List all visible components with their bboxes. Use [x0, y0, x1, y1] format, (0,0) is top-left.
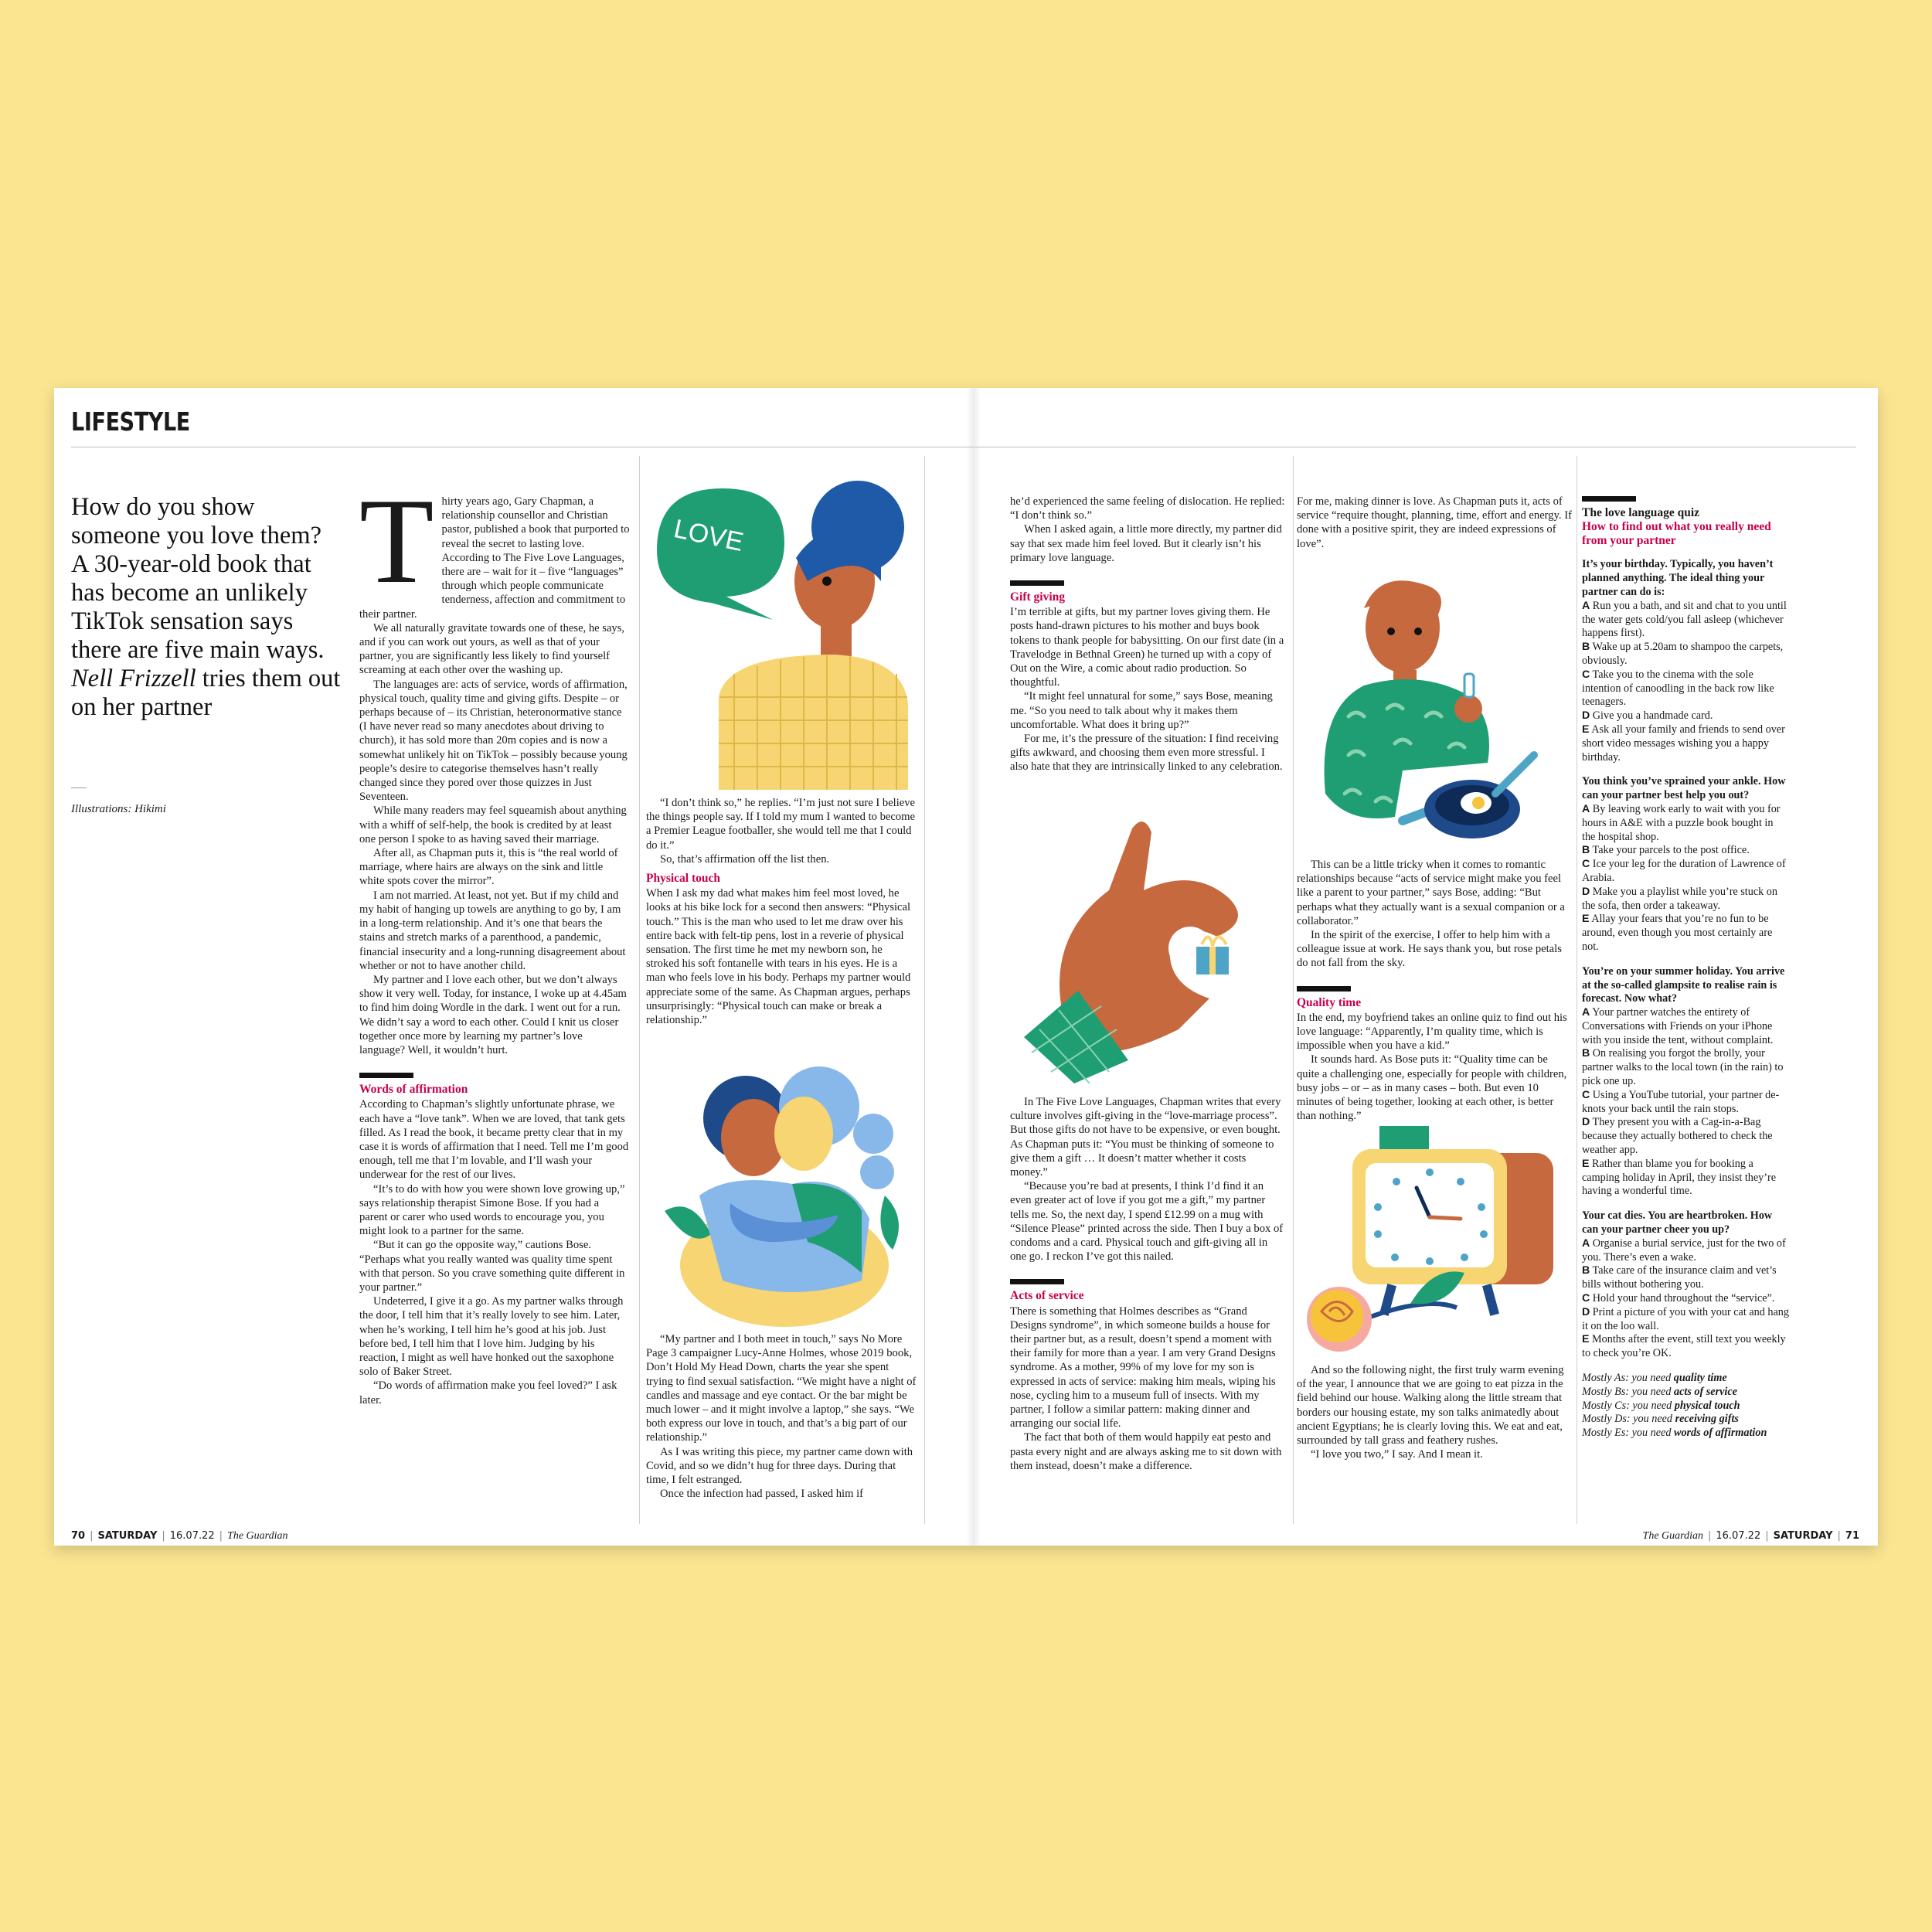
- folio-section: SATURDAY: [97, 1530, 158, 1542]
- subhead-words-of-affirmation: Words of affirmation: [359, 1083, 468, 1097]
- article-column-2b: [646, 864, 917, 1057]
- answer-letter: A: [1582, 599, 1590, 612]
- answer-text: Hold your hand throughout the “service”.: [1592, 1292, 1775, 1305]
- quiz-answer: [1582, 1089, 1789, 1117]
- paragraph: “Do words of affirmation make you feel loved?” I ask later.: [359, 1379, 617, 1406]
- subhead-bar: [1297, 986, 1351, 992]
- paragraph: The fact that both of them would happily eat pesto and pasta every night and are always asking me to sit down with them instead, doesn’t make a difference.: [1010, 1431, 1282, 1472]
- answer-text: They present you with a Cag-in-a-Bag because they actually bothered to check the weather app.: [1582, 1116, 1773, 1157]
- answer-text: Ask all your family and friends to send over short video messages wishing you a happy birthday.: [1582, 723, 1785, 764]
- paragraph: In the end, my boyfriend takes an online quiz to find out his love language: “Apparently, I’m quality time, which is impossible when you have a kid.”: [1297, 1011, 1567, 1053]
- result-prefix: Mostly Bs: you need: [1582, 1385, 1672, 1398]
- paragraph: We all naturally gravitate towards one of these, he says, and if you can work out yours, as well as that of your partner, you are significantly less likely to find yourself screaming at each other over the washing up.: [359, 621, 625, 677]
- quiz-answer: [1582, 803, 1789, 844]
- paragraph: And so the following night, the first truly warm evening of the year, I announce that we are going to eat pizza in the field behind our house. Walking along the little stream that borders our housing estate, my son talks animatedly about ancient Egyptians; he is clearly loving this. We eat and eat, surrounded by tall grass and feathery rushes.: [1297, 1364, 1564, 1447]
- answer-letter: C: [1582, 858, 1590, 871]
- answer-text: Run you a bath, and sit and chat to you until the water gets cold/you fall asleep (whichever happens first).: [1582, 599, 1787, 640]
- answer-text: Give you a handmade card.: [1592, 709, 1713, 723]
- answer-text: On realising you forgot the brolly, your partner walks to the local town (in the rain) to pick one up.: [1582, 1047, 1784, 1088]
- quiz-result: [1582, 1386, 1789, 1400]
- answer-letter: D: [1582, 1305, 1590, 1318]
- paragraph: It sounds hard. As Bose puts it: “Quality time can be quite a challenging one, especially for people with children, busy jobs – or – as in many cases – both. But even 10 minutes of being together, looking at each other, is better than nothing.”: [1297, 1053, 1567, 1123]
- paragraph: “It might feel unnatural for some,” says Bose, meaning me. “So you need to talk about why it makes them uncomfortable. What does it bring up?”: [1010, 690, 1273, 731]
- answer-letter: C: [1582, 668, 1590, 681]
- answer-text: Wake up at 5.20am to shampoo the carpets, obviously.: [1582, 641, 1784, 667]
- folio-right: The Guardian | 16.07.22 | SATURDAY | 71: [1642, 1530, 1859, 1542]
- answer-letter: B: [1582, 1264, 1590, 1277]
- paragraph: So, that’s affirmation off the list then.: [660, 852, 830, 866]
- paragraph: “It’s to do with how you were shown love growing up,” says relationship therapist Simone Bose. If you had a parent or carer who used words to encourage you, you might look to a partner for the same.: [359, 1182, 625, 1238]
- paragraph: There is something that Holmes describes as “Grand Designs syndrome”, in which someone builds a house for their partner but, as a result, doesn’t spend a moment with their family for more than a year. I am very Grand Designs syndrome. As a mother, 99% of my love for my son is expressed in acts of service: making him meals, wiping his nose, cycling him to a museum full of insects. With my partner, I follow a similar pattern: making dinner and arranging our social life.: [1010, 1304, 1276, 1430]
- love-text: LOVE: [671, 514, 747, 558]
- answer-letter: E: [1582, 1333, 1590, 1346]
- answer-letter: D: [1582, 885, 1590, 898]
- result-prefix: Mostly As: you need: [1582, 1372, 1672, 1385]
- subhead-bar: [359, 1073, 413, 1078]
- answer-text: Make you a playlist while you’re stuck on the sofa, then order a takeaway.: [1582, 885, 1777, 912]
- standfirst-lead: How do you show someone you love them? A 30-year-old book that has become an unlikely TikTok sensation says there are five main ways.: [71, 493, 325, 664]
- subhead-bar: [1010, 580, 1064, 586]
- result-language: words of affirmation: [1673, 1427, 1767, 1440]
- folio-left: 70 | SATURDAY | 16.07.22 | The Guardian: [71, 1530, 288, 1542]
- paragraph: In the spirit of the exercise, I offer to help him with a colleague issue at work. He says thank you, but rose petals do not fall from the sky.: [1297, 929, 1562, 970]
- answer-letter: B: [1582, 641, 1590, 654]
- quiz-question: You think you’ve sprained your ankle. How can your partner best help you out?: [1582, 775, 1786, 802]
- credit-rule: [71, 787, 87, 788]
- subhead-quality-time: Quality time: [1297, 995, 1362, 1009]
- quiz-question: Your cat dies. You are heartbroken. How can your partner cheer you up?: [1582, 1209, 1773, 1236]
- result-language: receiving gifts: [1675, 1413, 1739, 1426]
- column-rule: [639, 456, 640, 1524]
- quiz-answer: [1582, 1237, 1789, 1265]
- paragraph: “My partner and I both meet in touch,” says No More Page 3 campaigner Lucy-Anne Holmes, whose 2019 book, Don’t Hold My Head Down, charts the year she spent trying to find sexual satisfaction. “We might have a night of candles and massage and eye contact. Or the bar might be much lower – and it might involve a laptop,” she says. “We both express our love in touch, and that’s a big part of our relationship.”: [646, 1333, 917, 1444]
- quiz-answer: [1582, 1333, 1789, 1361]
- answer-letter: C: [1582, 1088, 1590, 1101]
- answer-letter: B: [1582, 1047, 1590, 1060]
- paragraph: hirty years ago, Gary Chapman, a relationship counsellor and Christian pastor, published a book that purported to reveal the secret to lasting love. According to The Five Love Languages, there are – wait for it – five “languages” through which people communicate tenderness, affection and commitment to their partner.: [359, 495, 630, 621]
- quiz-answer: [1582, 641, 1789, 668]
- paragraph: Once the infection had passed, I asked him if: [660, 1488, 864, 1501]
- paragraph: This can be a little tricky when it comes to romantic relationships because “acts of service might make you feel like a parent to your partner,” says Bose, adding: “But perhaps what they actually want is a sexual companion or a collaborator.”: [1297, 859, 1565, 927]
- result-prefix: Mostly Cs: you need: [1582, 1399, 1672, 1412]
- answer-text: Organise a burial service, just for the two of you. There’s even a wake.: [1582, 1236, 1786, 1264]
- result-language: physical touch: [1674, 1399, 1740, 1412]
- paragraph: After all, as Chapman puts it, this is “the real world of marriage, where hairs are always on the sink and little white spots cover the mirror”.: [359, 847, 618, 888]
- quiz-question: It’s your birthday. Typically, you haven’t planned anything. The ideal thing your partner can do is:: [1582, 558, 1774, 598]
- answer-text: Allay your fears that you’re no fun to be around, even though you most certainly are not.: [1582, 913, 1773, 953]
- paragraph: While many readers may feel squeamish about anything with a whiff of self-help, the book is credited by at least one person I spoke to as having saved their marriage.: [359, 804, 627, 845]
- quiz-answer: [1582, 858, 1789, 886]
- answer-letter: E: [1582, 1157, 1590, 1170]
- paragraph: he’d experienced the same feeling of dislocation. He replied: “I don’t think so.”: [1010, 495, 1285, 522]
- column-rule: [1293, 456, 1294, 1524]
- embrace-illustration: [653, 1049, 916, 1327]
- folio-date: 16.07.22: [1716, 1530, 1761, 1542]
- paragraph: “Because you’re bad at presents, I think I’d find it an even greater act of love if you got me a gift,” my partner tells me. So, the next day, I spend £12.99 on a mug with “Silence Please” printed across the side. Then I buy a box of condoms and a card. Physical touch and gift-giving all in one go. I reckon I’ve got this nailed.: [1010, 1180, 1284, 1264]
- quiz-answer: [1582, 1264, 1789, 1292]
- answer-letter: A: [1582, 1236, 1590, 1250]
- subhead-physical-touch: Physical touch: [646, 872, 721, 885]
- paragraph: “I don’t think so,” he replies. “I’m just not sure I believe the things people say. If I told my mum I wanted to become a Premier League footballer, she would tell me that I could do it.”: [646, 797, 916, 852]
- subhead-bar: [1010, 1279, 1064, 1284]
- clock-rose-illustration: [1302, 1126, 1573, 1358]
- folio-paper: The Guardian: [227, 1530, 288, 1542]
- quiz-answer: [1582, 709, 1789, 723]
- article-column-3c: [1010, 1095, 1286, 1528]
- paragraph: As I was writing this piece, my partner came down with Covid, and so we didn’t hug for three days. During that time, I felt estranged.: [646, 1445, 913, 1487]
- paragraph: The languages are: acts of service, words of affirmation, physical touch, quality time and giving gifts. Despite – or perhaps because of – its Christian, heteronormative stance (I have never read so many anecdotes about driving to church), it has sold more than 20m copies and is now a somewhat unlikely hit on TikTok – possibly because young people’s desire to categorise themselves hasn’t really changed since they pored over those quizzes in Just Seventeen.: [359, 678, 628, 804]
- cooking-illustration: [1302, 562, 1573, 871]
- answer-letter: D: [1582, 1116, 1590, 1129]
- answer-text: Take care of the insurance claim and vet’s bills without bothering you.: [1582, 1264, 1777, 1291]
- article-column-1: [359, 495, 630, 1524]
- quiz-answer: [1582, 1047, 1789, 1088]
- subhead-acts-of-service: Acts of service: [1010, 1289, 1084, 1303]
- quiz-answer: [1582, 723, 1789, 764]
- quiz-title: The love language quiz: [1582, 506, 1700, 519]
- answer-text: By leaving work early to wait with you for hours in A&E with a puzzle book bought in the hospital shop.: [1582, 802, 1781, 843]
- love-speech-illustration: [649, 465, 916, 790]
- paragraph: For me, it’s the pressure of the situation: I find receiving gifts awkward, and choosing them even more stressful. I also hate that they are intrinsically linked to any celebration.: [1010, 733, 1283, 774]
- paragraph: I’m terrible at gifts, but my partner loves giving them. He posts hand-drawn pictures to his mother and buys book tokens to thank people for babysitting. On our first date (in a Travelodge in Bethnal Green) he turned up with a copy of Out on the Wire, a comic about radio production. So thoughtful.: [1010, 606, 1284, 689]
- page-gutter: [967, 388, 981, 1546]
- quiz-result: [1582, 1413, 1789, 1427]
- quiz-result: [1582, 1372, 1789, 1386]
- subhead-gift-giving: Gift giving: [1010, 590, 1066, 604]
- answer-text: Your partner watches the entirety of Conversations with Friends on your iPhone with you inside the tent, without complaint.: [1582, 1006, 1774, 1046]
- paragraph: Undeterred, I give it a go. As my partner walks through the door, I tell him that it’s really lovely to see him. Later, when he’s working, I tell him he’s good at his job. Just before bed, I tell him that I love him. Judging by his reaction, I might as well have honked out the saxophone solo of Baker Street.: [359, 1295, 624, 1379]
- paragraph: For me, making dinner is love. As Chapman puts it, acts of service “require thought, planning, time, effort and energy. If done with a positive spirit, they are indeed expressions of love”.: [1297, 495, 1572, 550]
- quiz-answer: [1582, 913, 1789, 954]
- paragraph: My partner and I love each other, but we don’t always show it very well. Today, for instance, I woke up at 4.45am to find him doing Wordle in the dark. I went out for a run. We didn’t say a word to each other. Could I knit us closer together once more by learning my partner’s love language? Well, it wouldn’t hurt.: [359, 973, 627, 1056]
- folio-date: 16.07.22: [169, 1530, 215, 1542]
- result-prefix: Mostly Es: you need: [1582, 1427, 1672, 1440]
- quiz-answer: [1582, 1116, 1789, 1157]
- standfirst-tail: tries them out on her partner: [71, 665, 341, 721]
- standfirst: [71, 493, 342, 722]
- quiz-questions: [1582, 558, 1789, 1361]
- quiz-answer: [1582, 668, 1789, 709]
- paragraph: I am not married. At least, not yet. But if my child and my habit of hanging up towels are anything to go by, I am in a long-term relationship. And it’s one that bears the stains and stretch marks of a parenthood, a pandemic, financial insecurity and a long-running disagreement about whether or not to have another child.: [359, 889, 626, 972]
- paragraph: When I asked again, a little more directly, my partner did say that sex made him feel loved. But it clearly isn’t his primary love language.: [1010, 523, 1282, 564]
- answer-letter: C: [1582, 1292, 1590, 1305]
- quiz-answer: [1582, 1292, 1789, 1306]
- article-column-4d: [1297, 1363, 1572, 1526]
- quiz-answer: [1582, 1006, 1789, 1047]
- quiz-subtitle: How to find out what you really need from your partner: [1582, 519, 1771, 547]
- answer-text: Take your parcels to the post office.: [1592, 844, 1750, 857]
- quiz-result: [1582, 1400, 1789, 1413]
- paragraph: In The Five Love Languages, Chapman writes that every culture involves gift-giving in the “love-marriage process”. But those gifts do not have to be expensive, or even bought. As Chapman puts it: “You must be thinking of someone to give them a gift … It doesn’t matter whether it costs money.”: [1010, 1096, 1281, 1179]
- result-language: quality time: [1673, 1372, 1727, 1385]
- quiz-result: [1582, 1427, 1789, 1440]
- answer-letter: A: [1582, 1006, 1590, 1019]
- author-name: Nell Frizzell: [71, 665, 196, 692]
- result-prefix: Mostly Ds: you need: [1582, 1413, 1673, 1426]
- answer-letter: A: [1582, 802, 1590, 815]
- answer-letter: B: [1582, 844, 1590, 857]
- paragraph: “But it can go the opposite way,” cautions Bose. “Perhaps what you really wanted was quality time spent with that person. So you crave something quite different in your partner.”: [359, 1239, 625, 1294]
- quiz-answer: [1582, 844, 1789, 858]
- column-rule: [924, 456, 925, 1524]
- article-column-2c: [646, 1332, 917, 1526]
- quiz-results: [1582, 1372, 1789, 1440]
- folio-section: SATURDAY: [1773, 1530, 1833, 1542]
- quiz-question: You’re on your summer holiday. You arrive at the so-called glampsite to realise rain is forecast. Now what?: [1582, 964, 1785, 1005]
- drop-cap: T: [359, 495, 434, 609]
- answer-text: Take you to the cinema with the sole intention of canoodling in the back row like teenagers.: [1582, 668, 1774, 709]
- quiz-answer: [1582, 886, 1789, 913]
- subhead-bar: [1582, 496, 1636, 502]
- gift-hand-illustration: [1016, 805, 1287, 1083]
- page-number: 71: [1845, 1530, 1859, 1542]
- answer-letter: D: [1582, 709, 1590, 723]
- paragraph: When I ask my dad what makes him feel most loved, he looks at his bike lock for a second then answers: “Physical touch.” This is the man who used to let me draw over his entire back with felt-tip pens, lost in a reverie of physical sensation. The first time he met my newborn son, he stroked his soft fontanelle with tears in his eyes. He is a man who feels love in his body. Perhaps my partner would appreciate some of the same. As Chapman argues, perhaps unsurprisingly: “Physical touch can make or break a relationship.”: [646, 887, 911, 1027]
- love-language-quiz: [1582, 495, 1789, 1524]
- article-column-4a: [1297, 495, 1572, 556]
- answer-text: Print a picture of you with your cat and hang it on the loo wall.: [1582, 1305, 1789, 1332]
- result-language: acts of service: [1673, 1385, 1737, 1398]
- answer-text: Ice your leg for the duration of Lawrence of Arabia.: [1582, 858, 1786, 884]
- answer-text: Rather than blame you for booking a camping holiday in April, they insist they’re having a wonderful time.: [1582, 1157, 1776, 1198]
- illustration-credit: Illustrations: Hikimi: [71, 803, 166, 815]
- answer-text: Months after the event, still text you weekly to check you’re OK.: [1582, 1333, 1786, 1360]
- answer-letter: E: [1582, 913, 1590, 926]
- quiz-answer: [1582, 600, 1789, 641]
- paragraph: “I love you two,” I say. And I mean it.: [1311, 1448, 1483, 1461]
- answer-letter: E: [1582, 723, 1590, 736]
- folio-paper: The Guardian: [1642, 1530, 1703, 1542]
- magazine-spread: [54, 388, 1878, 1546]
- paragraph: According to Chapman’s slightly unfortunate phrase, we each have a “love tank”. When we are loved, that tank gets filled. As I read the book, it became pretty clear that in my case it is words of affirmation that I need. Tell me I’m good enough, tell me that I’m lovable, and I’ll wash your underwear for the rest of our lives.: [359, 1098, 629, 1182]
- answer-text: Using a YouTube tutorial, your partner de-knots your back until the rain stops.: [1582, 1088, 1780, 1115]
- quiz-answer: [1582, 1306, 1789, 1334]
- quiz-answer: [1582, 1158, 1789, 1199]
- page-number: 70: [71, 1530, 86, 1542]
- section-label: LIFESTYLE: [71, 406, 190, 437]
